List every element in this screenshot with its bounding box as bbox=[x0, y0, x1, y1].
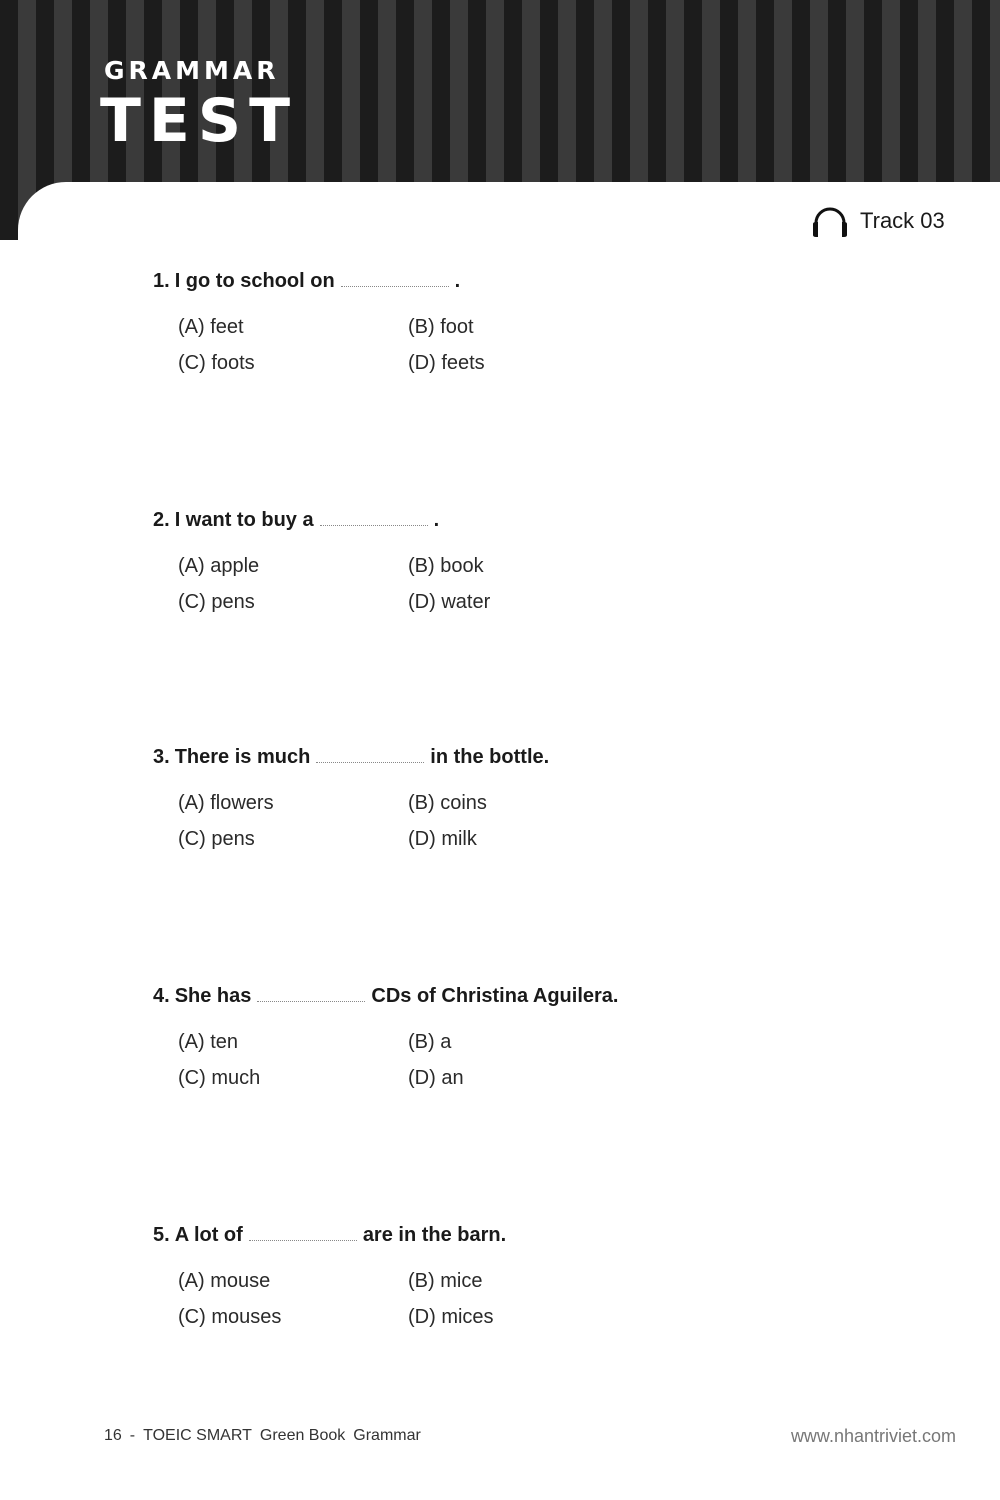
section-name: Grammar bbox=[353, 1427, 421, 1444]
question-stem bbox=[153, 981, 853, 1011]
question-text-before: There is much bbox=[174, 746, 311, 768]
option-a[interactable]: (A) feet bbox=[178, 316, 244, 338]
question-text-before: She has bbox=[174, 985, 252, 1007]
option-b[interactable]: (B) book bbox=[408, 555, 484, 577]
answer-options bbox=[178, 553, 853, 615]
answer-options bbox=[178, 790, 853, 852]
option-b[interactable]: (B) coins bbox=[408, 792, 487, 814]
page-footer bbox=[104, 1427, 429, 1445]
answer-blank[interactable] bbox=[320, 509, 428, 526]
question-text-after: are in the barn. bbox=[362, 1224, 507, 1246]
page-title: TEST bbox=[100, 86, 299, 156]
question-text-after: . bbox=[433, 509, 440, 531]
book-name: Green Book bbox=[259, 1427, 346, 1444]
option-d[interactable]: (D) mices bbox=[408, 1306, 494, 1328]
answer-blank[interactable] bbox=[341, 270, 449, 287]
option-a[interactable]: (A) apple bbox=[178, 555, 260, 577]
question-text-before: A lot of bbox=[174, 1224, 243, 1246]
question-stem bbox=[153, 742, 853, 772]
question-1 bbox=[153, 266, 853, 376]
audio-track[interactable] bbox=[810, 203, 945, 239]
question-stem bbox=[153, 266, 853, 296]
option-a[interactable]: (A) mouse bbox=[178, 1270, 271, 1292]
answer-blank[interactable] bbox=[316, 746, 424, 763]
answer-options bbox=[178, 1029, 853, 1091]
headphones-icon bbox=[810, 204, 850, 238]
option-b[interactable]: (B) foot bbox=[408, 316, 474, 338]
question-stem bbox=[153, 505, 853, 535]
question-number: 2. bbox=[153, 509, 170, 531]
answer-options bbox=[178, 1268, 853, 1330]
section-title: GRAMMAR bbox=[104, 56, 280, 85]
answer-blank[interactable] bbox=[257, 985, 365, 1002]
question-3 bbox=[153, 742, 853, 852]
question-text-after: in the bottle. bbox=[430, 746, 550, 768]
footer-separator: - bbox=[129, 1427, 136, 1444]
option-d[interactable]: (D) milk bbox=[408, 828, 477, 850]
option-c[interactable]: (C) pens bbox=[178, 591, 255, 613]
series-name: TOEIC SMART bbox=[143, 1427, 252, 1444]
option-d[interactable]: (D) feets bbox=[408, 352, 485, 374]
question-number: 1. bbox=[153, 270, 170, 292]
option-d[interactable]: (D) an bbox=[408, 1067, 464, 1089]
question-stem bbox=[153, 1220, 853, 1250]
option-c[interactable]: (C) foots bbox=[178, 352, 255, 374]
question-4 bbox=[153, 981, 853, 1091]
option-d[interactable]: (D) water bbox=[408, 591, 491, 613]
option-c[interactable]: (C) pens bbox=[178, 828, 255, 850]
track-label: Track 03 bbox=[860, 208, 945, 233]
option-c[interactable]: (C) much bbox=[178, 1067, 261, 1089]
answer-options bbox=[178, 314, 853, 376]
option-a[interactable]: (A) ten bbox=[178, 1031, 239, 1053]
question-text-before: I go to school on bbox=[174, 270, 335, 292]
question-text-after: CDs of Christina Aguilera. bbox=[371, 985, 619, 1007]
question-5 bbox=[153, 1220, 853, 1330]
page-number: 16 bbox=[104, 1427, 122, 1444]
question-text-after: . bbox=[454, 270, 461, 292]
option-b[interactable]: (B) mice bbox=[408, 1270, 483, 1292]
question-text-before: I want to buy a bbox=[174, 509, 314, 531]
answer-blank[interactable] bbox=[249, 1224, 357, 1241]
publisher-website[interactable]: www.nhantriviet.com bbox=[790, 1426, 956, 1446]
question-2 bbox=[153, 505, 853, 615]
question-number: 5. bbox=[153, 1224, 170, 1246]
option-b[interactable]: (B) a bbox=[408, 1031, 452, 1053]
option-a[interactable]: (A) flowers bbox=[178, 792, 274, 814]
question-number: 4. bbox=[153, 985, 170, 1007]
question-number: 3. bbox=[153, 746, 170, 768]
option-c[interactable]: (C) mouses bbox=[178, 1306, 282, 1328]
